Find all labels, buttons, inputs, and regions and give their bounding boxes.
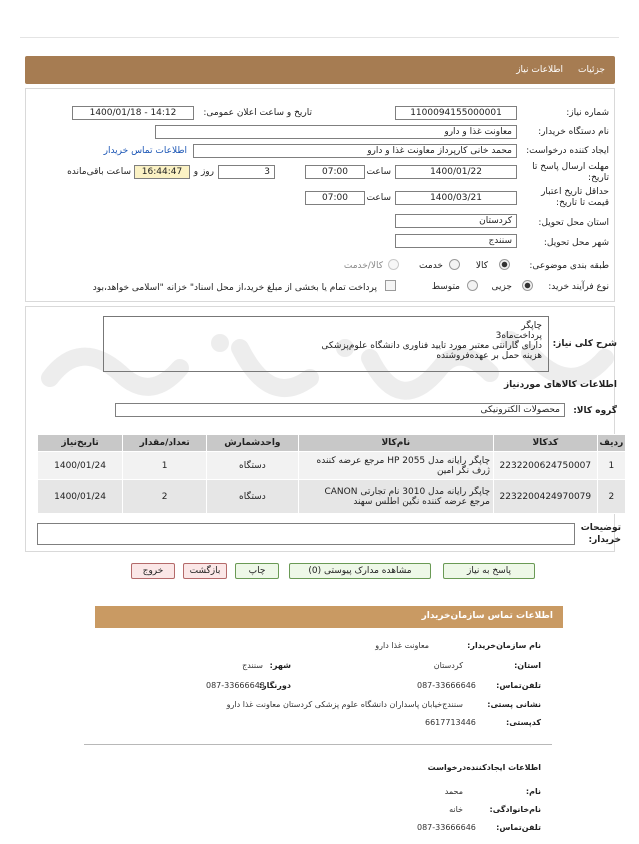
- goods-group-field: محصولات الکترونیکی: [115, 403, 565, 417]
- row-index: 2: [597, 480, 625, 514]
- remaining-time-label: ساعت باقی‌مانده: [67, 167, 131, 177]
- goods-code: 2232200424970079: [494, 480, 598, 514]
- section-divider: [84, 744, 552, 745]
- contact-postal-label: کدپستی:: [506, 718, 541, 727]
- category-service-label: خدمت: [419, 261, 443, 271]
- need-number-label: شماره نیاز:: [566, 108, 609, 118]
- description-box: [103, 316, 549, 372]
- goods-date: 1400/01/24: [38, 452, 123, 480]
- treasury-note: پرداخت تمام یا بخشی از مبلغ خرید،از محل اسناد" خزانه "اسلامی خواهد،بود: [92, 283, 377, 293]
- buyer-notes-label: توضیحات: [580, 523, 621, 533]
- treasury-checkbox[interactable]: [385, 280, 396, 291]
- contact-province-value: کردستان: [433, 661, 463, 670]
- goods-code: 2232200624750007: [494, 452, 598, 480]
- attachments-button[interactable]: مشاهده مدارک پیوستی (0): [289, 563, 431, 579]
- need-number-field: 1100094155000001: [395, 106, 517, 120]
- creator-phone-label: تلفن‌تماس:: [496, 823, 541, 832]
- category-goods-radio[interactable]: [499, 259, 510, 270]
- col-header: واحدشمارش: [207, 435, 298, 452]
- province-field: کردستان: [395, 214, 517, 228]
- city-label: شهر محل تحویل:: [543, 238, 609, 248]
- table-row[interactable]: [38, 452, 626, 480]
- goods-name: چاپگر رایانه مدل 3010 نام تجارتی CANON مرجع عرضه کننده نگین اطلس سهند: [298, 480, 493, 514]
- validity-date-field: 1400/03/21: [395, 191, 517, 205]
- contact-fax-label: دورنگار:: [258, 681, 291, 690]
- buyer-org-field: معاونت غذا و دارو: [155, 125, 517, 139]
- col-header: کدکالا: [494, 435, 598, 452]
- category-label: طبقه بندی موضوعی:: [529, 261, 609, 271]
- contact-fax-value: 087-33666648: [206, 681, 265, 690]
- category-goods-service-radio[interactable]: [388, 259, 399, 270]
- back-button[interactable]: بازگشت: [183, 563, 227, 579]
- category-goods-service-label: کالا/خدمت: [343, 261, 383, 271]
- goods-table: [37, 434, 626, 514]
- deadline-label: مهلت ارسال پاسخ تا: [532, 162, 609, 172]
- goods-group-label: گروه کالا:: [573, 406, 617, 416]
- validity-label-date: قیمت تا تاریخ:: [556, 198, 609, 208]
- days-label: روز و: [193, 167, 214, 177]
- col-header: تعداد/مقدار: [123, 435, 207, 452]
- province-label: استان محل تحویل:: [538, 218, 609, 228]
- creator-first-name-value: محمد: [444, 787, 463, 796]
- deadline-time-label: ساعت: [366, 167, 391, 177]
- table-row[interactable]: [38, 480, 626, 514]
- buyer-notes-field: [37, 523, 575, 545]
- contact-section-header: اطلاعات تماس سازمان‌خریدار: [95, 606, 563, 628]
- col-header: ردیف: [597, 435, 625, 452]
- contact-address-label: نشانی پستی:: [487, 700, 541, 709]
- buyer-org-label: نام دستگاه خریدار:: [538, 127, 609, 137]
- deadline-time-field: 07:00: [305, 165, 365, 179]
- contact-org-label: نام سازمان‌خریدار:: [467, 641, 541, 650]
- deadline-label-date: تاریخ:: [588, 173, 609, 183]
- contact-province-label: استان:: [514, 661, 541, 670]
- validity-time-field: 07:00: [305, 191, 365, 205]
- remaining-time-field: 16:44:47: [134, 165, 190, 179]
- description-line: چاپگر: [521, 321, 542, 331]
- creator-last-name-label: نام‌خانوادگی:: [489, 805, 541, 814]
- goods-unit: دستگاه: [207, 480, 298, 514]
- creator-section-title: اطلاعات ایجادکننده‌درخواست: [427, 763, 541, 772]
- process-type-label: نوع فرآیند خرید:: [548, 282, 609, 292]
- description-line: دارای گارانتی معتبر مورد تایید فناوری دانشگاه علوم‌پزشکی: [321, 341, 542, 351]
- category-service-radio[interactable]: [449, 259, 460, 270]
- contact-city-label: شهر:: [269, 661, 291, 670]
- contact-phone-label: تلفن‌تماس:: [496, 681, 541, 690]
- creator-last-name-value: خانه: [449, 805, 463, 814]
- description-line: پرداخت‌ماه3: [495, 331, 542, 341]
- goods-qty: 1: [123, 452, 207, 480]
- col-header: نام‌کالا: [298, 435, 493, 452]
- process-medium-label: متوسط: [431, 282, 460, 292]
- reply-button[interactable]: پاسخ به نیاز: [443, 563, 535, 579]
- row-index: 1: [597, 452, 625, 480]
- process-minor-radio[interactable]: [522, 280, 533, 291]
- buyer-contact-link[interactable]: اطلاعات تماس خریدار: [103, 146, 187, 156]
- contact-address-value: سنندج‌خیابان پاسداران دانشگاه علوم پزشکی کردستان معاونت غذا دارو: [226, 700, 463, 709]
- goods-date: 1400/01/24: [38, 480, 123, 514]
- announce-date-label: تاریخ و ساعت اعلان عمومی:: [203, 108, 312, 118]
- goods-unit: دستگاه: [207, 452, 298, 480]
- creator-label: ایجاد کننده درخواست:: [526, 146, 609, 156]
- contact-phone-value: 087-33666646: [417, 681, 476, 690]
- goods-qty: 2: [123, 480, 207, 514]
- table-header-row: [38, 435, 626, 452]
- buyer-notes-label-2: خریدار:: [588, 535, 621, 545]
- days-field: 3: [218, 165, 275, 179]
- tab-need-info[interactable]: اطلاعات نیاز: [516, 65, 563, 75]
- creator-field: محمد خانی کارپرداز معاونت غذا و دارو: [193, 144, 517, 158]
- validity-time-label: ساعت: [366, 193, 391, 203]
- contact-postal-value: 6617713446: [425, 718, 476, 727]
- contact-org-value: معاونت غذا دارو: [375, 641, 429, 650]
- deadline-date-field: 1400/01/22: [395, 165, 517, 179]
- exit-button[interactable]: خروج: [131, 563, 175, 579]
- page-header-bar: [25, 56, 615, 84]
- description-line: هزینه حمل بر عهده‌فروشنده: [436, 351, 542, 361]
- description-label: شرح کلی نیاز:: [552, 339, 617, 349]
- city-field: سنندج: [395, 234, 517, 248]
- category-goods-label: کالا: [475, 261, 488, 271]
- process-medium-radio[interactable]: [467, 280, 478, 291]
- tab-details[interactable]: جزئیات: [578, 65, 605, 75]
- creator-phone-value: 087-33666646: [417, 823, 476, 832]
- contact-city-value: سنندج: [242, 661, 263, 670]
- top-divider: [20, 37, 619, 38]
- creator-first-name-label: نام:: [525, 787, 541, 796]
- announce-date-field: 1400/01/18 - 14:12: [72, 106, 194, 120]
- col-header: تاریخ‌نیاز: [38, 435, 123, 452]
- goods-section-title: اطلاعات کالاهای موردنیاز: [503, 380, 617, 390]
- process-minor-label: جزیی: [491, 282, 512, 292]
- goods-name: چاپگر رایانه مدل HP 2055 مرجع عرضه کننده ژرف نگر امین: [298, 452, 493, 480]
- validity-label: حداقل تاریخ اعتبار: [541, 187, 609, 197]
- print-button[interactable]: چاپ: [235, 563, 279, 579]
